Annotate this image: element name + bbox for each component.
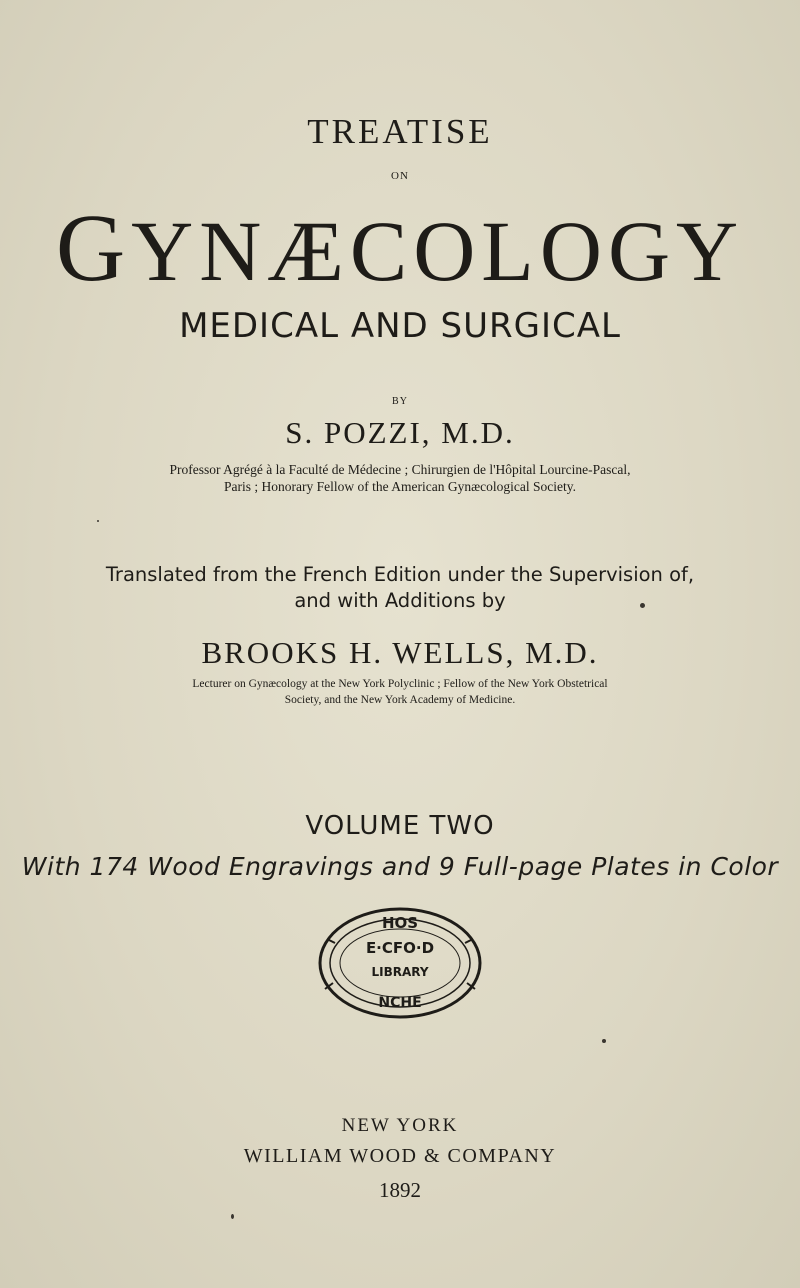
translation-note-line: and with Additions by [294, 589, 506, 612]
publisher-name: WILLIAM WOOD & COMPANY [243, 1145, 557, 1167]
translator-credentials [0, 676, 800, 708]
stamp-text: HOS [381, 914, 419, 932]
author-name: S. POZZI, M.D. [285, 415, 515, 450]
translator-name: BROOKS H. WELLS, M.D. [201, 635, 599, 670]
subtitle: MEDICAL AND SURGICAL [179, 306, 621, 346]
translator-credentials-line: Society, and the New York Academy of Medicine. [284, 694, 516, 706]
by-label: BY [392, 396, 408, 407]
author-credentials [0, 461, 800, 495]
translator-credentials-line: Lecturer on Gynæcology at the New York Polyclinic ; Fellow of the New York Obstetrical [192, 678, 608, 690]
paper-speck [602, 1039, 606, 1043]
stamp-text: NCHE [378, 995, 422, 1011]
author-credentials-line: Professor Agrégé à la Faculté de Médecine ; Chirurgien de l'Hôpital Lourcine-Pascal, [169, 462, 631, 477]
publication-city: NEW YORK [341, 1115, 459, 1136]
subject-rest: YNÆCOLOGY [131, 203, 745, 299]
stamp-text: E·CFO·D [365, 939, 435, 957]
paper-speck [97, 520, 99, 522]
paper-speck [231, 1214, 234, 1219]
publication-year: 1892 [379, 1178, 421, 1202]
translation-note [0, 562, 800, 614]
translation-note-line: Translated from the French Edition under the Supervision of, [105, 563, 695, 586]
subject-initial: G [55, 194, 132, 301]
volume-label: VOLUME TWO [305, 811, 495, 841]
library-stamp-icon [315, 903, 485, 1023]
illustrations-note: With 174 Wood Engravings and 9 Full-page Plates in Color [21, 852, 779, 881]
stamp-text: LIBRARY [371, 965, 429, 979]
author-credentials-line: Paris ; Honorary Fellow of the American Gynæcological Society. [224, 479, 576, 494]
paper-speck [640, 603, 645, 608]
heading-treatise: TREATISE [307, 112, 493, 151]
heading-on: ON [391, 170, 409, 182]
book-subject [0, 194, 800, 301]
